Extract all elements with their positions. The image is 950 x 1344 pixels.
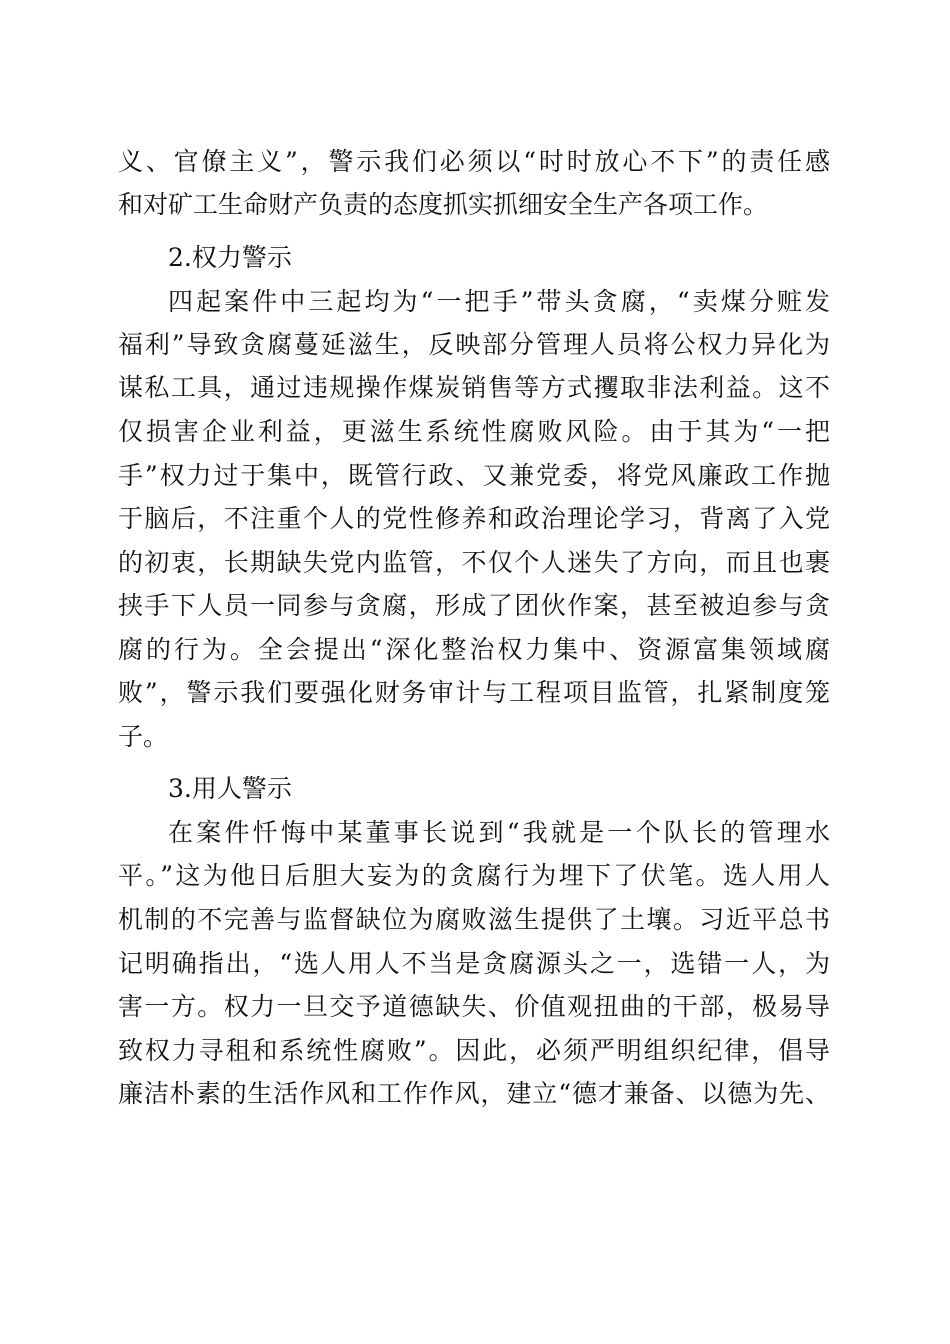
paragraph-line: 败”，警示我们要强化财务审计与工程项目监管，扎紧制度笼 bbox=[118, 678, 830, 707]
paragraph-line: 仅损害企业利益，更滋生系统性腐败风险。由于其为“一把 bbox=[118, 417, 830, 446]
paragraph-line: 害一方。权力一旦交予道德缺失、价值观扭曲的干部，极易导 bbox=[118, 992, 830, 1021]
paragraph-line: 谋私工具，通过违规操作煤炭销售等方式攫取非法利益。这不 bbox=[118, 373, 830, 402]
paragraph-line: 在案件忏悔中某董事长说到“我就是一个队长的管理水 bbox=[168, 818, 830, 847]
paragraph-line: 腐的行为。全会提出“深化整治权力集中、资源富集领域腐 bbox=[118, 635, 830, 664]
paragraph-line: 平。”这为他日后胆大妄为的贪腐行为埋下了伏笔。选人用人 bbox=[118, 861, 830, 890]
paragraph-line: 致权力寻租和系统性腐败”。因此，必须严明组织纪律，倡导 bbox=[118, 1036, 830, 1065]
paragraph-line: 义、官僚主义”，警示我们必须以“时时放心不下”的责任感 bbox=[118, 147, 830, 176]
paragraph-line: 和对矿工生命财产负责的态度抓实抓细安全生产各项工作。 bbox=[118, 190, 769, 219]
paragraph-line: 记明确指出，“选人用人不当是贪腐源头之一，选错一人，为 bbox=[118, 949, 830, 978]
paragraph-line: 子。 bbox=[118, 722, 169, 751]
paragraph-line: 于脑后，不注重个人的党性修养和政治理论学习，背离了入党 bbox=[118, 504, 830, 533]
paragraph-line: 手”权力过于集中，既管行政、又兼党委，将党风廉政工作抛 bbox=[118, 461, 830, 490]
paragraph-line: 机制的不完善与监督缺位为腐败滋生提供了土壤。习近平总书 bbox=[118, 905, 830, 934]
paragraph-line: 廉洁朴素的生活作风和工作作风，建立“德才兼备、以德为先、 bbox=[118, 1079, 830, 1108]
section-heading-power-warning: 2.权力警示 bbox=[168, 243, 292, 272]
paragraph-line: 的初衷，长期缺失党内监管，不仅个人迷失了方向，而且也裹 bbox=[118, 548, 830, 577]
paragraph-line: 四起案件中三起均为“一把手”带头贪腐，“卖煤分赃发 bbox=[168, 287, 830, 316]
section-heading-personnel-warning: 3.用人警示 bbox=[168, 774, 292, 803]
paragraph-line: 福利”导致贪腐蔓延滋生，反映部分管理人员将公权力异化为 bbox=[118, 330, 830, 359]
paragraph-line: 挟手下人员一同参与贪腐，形成了团伙作案，甚至被迫参与贪 bbox=[118, 591, 830, 620]
